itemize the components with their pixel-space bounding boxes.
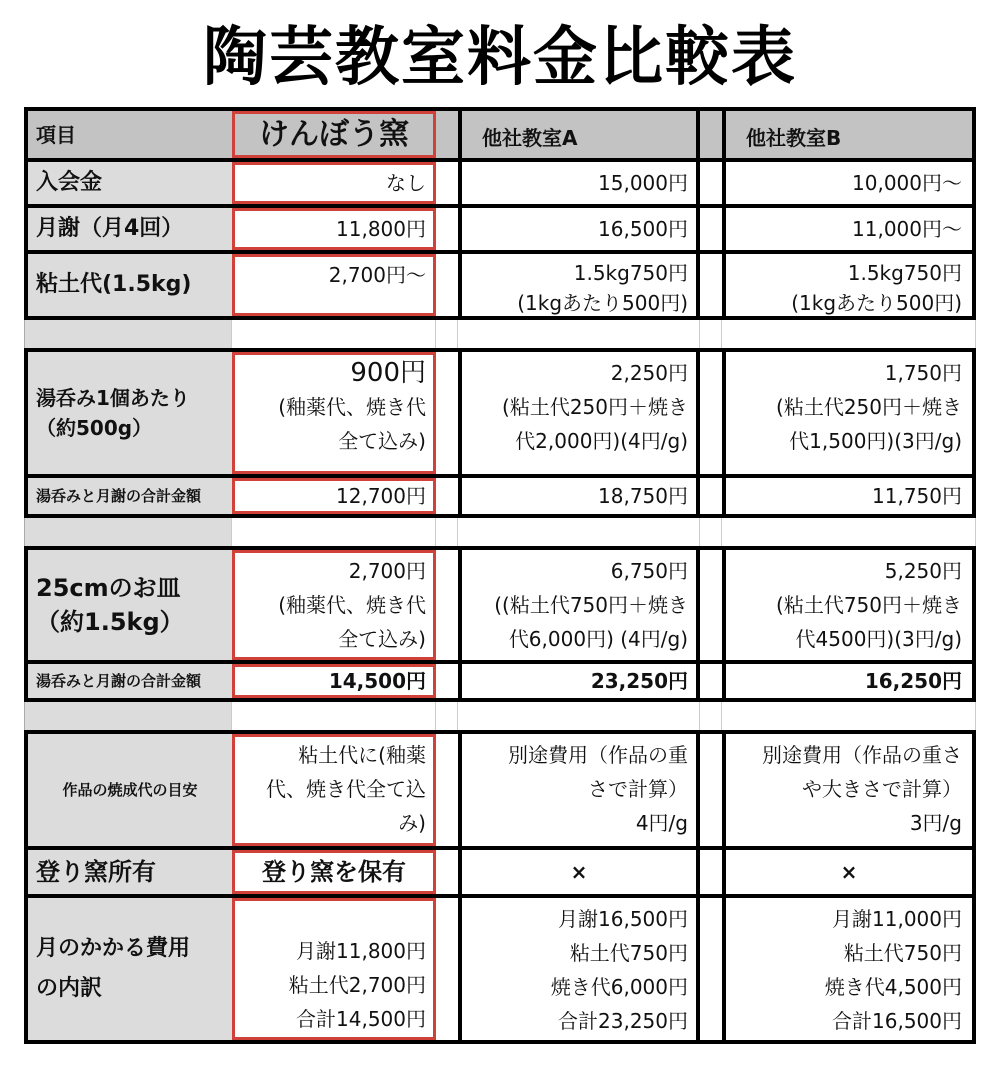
column-gap	[436, 162, 458, 204]
row-label: 入会金	[24, 162, 232, 204]
column-gap	[700, 850, 722, 894]
kenbo-value: なし	[232, 162, 436, 204]
column-gap	[700, 352, 722, 474]
header-kenbo: けんぼう窯	[232, 111, 436, 158]
other-b-value: 1,750円 (粘土代250円＋焼き 代1,500円)(3円/g)	[722, 352, 976, 474]
row-label: 25cmのお皿 （約1.5kg）	[24, 550, 232, 660]
other-b-value: 11,000円〜	[722, 208, 976, 250]
column-gap	[700, 162, 722, 204]
column-gap	[436, 478, 458, 514]
other-a-value: 別途費用（作品の重 さで計算） 4円/g	[458, 734, 700, 846]
other-b-value: 5,250円 (粘土代750円＋焼き 代4500円)(3円/g)	[722, 550, 976, 660]
column-gap	[700, 734, 722, 846]
table-row-climbing-kiln	[24, 846, 976, 894]
column-gap	[436, 734, 458, 846]
column-gap	[700, 898, 722, 1040]
column-gap	[436, 898, 458, 1040]
column-gap	[700, 254, 722, 316]
table-row-firing-estimate	[24, 730, 976, 846]
header-other-a: 他社教室A	[458, 111, 700, 158]
row-label: 作品の焼成代の目安	[24, 734, 232, 846]
kenbo-value: 2,700円 (釉薬代、焼き代 全て込み)	[232, 550, 436, 660]
table-row-plate-total	[24, 660, 976, 702]
kenbo-value: 900円 (釉薬代、焼き代 全て込み)	[232, 352, 436, 474]
kenbo-value: 11,800円	[232, 208, 436, 250]
column-gap	[436, 254, 458, 316]
header-other-b: 他社教室B	[722, 111, 976, 158]
column-gap	[700, 478, 722, 514]
table-row-monthly-breakdown	[24, 894, 976, 1044]
column-gap	[436, 850, 458, 894]
kenbo-value: 登り窯を保有	[232, 850, 436, 894]
row-label: 湯呑みと月謝の合計金額	[24, 478, 232, 514]
other-b-value: 10,000円〜	[722, 162, 976, 204]
row-label: 登り窯所有	[24, 850, 232, 894]
table-row-entry-fee	[24, 158, 976, 204]
column-gap	[700, 664, 722, 698]
other-a-value: 23,250円	[458, 664, 700, 698]
other-a-value: 月謝16,500円 粘土代750円 焼き代6,000円 合計23,250円	[458, 898, 700, 1040]
column-gap	[700, 208, 722, 250]
column-gap	[436, 208, 458, 250]
other-b-value: 11,750円	[722, 478, 976, 514]
other-b-value: ×	[722, 850, 976, 894]
other-a-value: 18,750円	[458, 478, 700, 514]
page-title: 陶芸教室料金比較表	[203, 21, 797, 95]
other-a-value: 15,000円	[458, 162, 700, 204]
other-b-value: 16,250円	[722, 664, 976, 698]
column-gap	[436, 352, 458, 474]
row-label: 月のかかる費用 の内訳	[24, 898, 232, 1040]
table-row-teacup-total	[24, 474, 976, 518]
other-b-value: 別途費用（作品の重さ や大きさで計算） 3円/g	[722, 734, 976, 846]
spacer-row	[24, 518, 976, 546]
other-a-value: 1.5kg750円 (1kgあたり500円)	[458, 254, 700, 316]
kenbo-value: 14,500円	[232, 664, 436, 698]
table-header-row	[24, 107, 976, 158]
table-row-clay-fee	[24, 250, 976, 320]
row-label: 湯呑みと月謝の合計金額	[24, 664, 232, 698]
column-gap	[436, 664, 458, 698]
comparison-table	[24, 107, 976, 1044]
other-a-value: 2,250円 (粘土代250円＋焼き 代2,000円)(4円/g)	[458, 352, 700, 474]
other-a-value: ×	[458, 850, 700, 894]
column-gap	[700, 550, 722, 660]
spacer-row	[24, 320, 976, 348]
spacer-row	[24, 702, 976, 730]
row-label: 湯呑み1個あたり （約500g）	[24, 352, 232, 474]
other-b-value: 1.5kg750円 (1kgあたり500円)	[722, 254, 976, 316]
column-gap	[436, 111, 458, 158]
kenbo-value: 粘土代に(釉薬 代、焼き代全て込 み)	[232, 734, 436, 846]
table-row-plate	[24, 546, 976, 660]
kenbo-value: 月謝11,800円 粘土代2,700円 合計14,500円	[232, 898, 436, 1040]
kenbo-value: 12,700円	[232, 478, 436, 514]
row-label: 月謝（月4回）	[24, 208, 232, 250]
header-item: 項目	[24, 111, 232, 158]
row-label: 粘土代(1.5kg)	[24, 254, 232, 316]
column-gap	[700, 111, 722, 158]
other-a-value: 16,500円	[458, 208, 700, 250]
other-a-value: 6,750円 ((粘土代750円＋焼き 代6,000円) (4円/g)	[458, 550, 700, 660]
kenbo-value: 2,700円〜	[232, 254, 436, 316]
table-row-monthly-fee	[24, 204, 976, 250]
column-gap	[436, 550, 458, 660]
other-b-value: 月謝11,000円 粘土代750円 焼き代4,500円 合計16,500円	[722, 898, 976, 1040]
table-row-teacup	[24, 348, 976, 474]
